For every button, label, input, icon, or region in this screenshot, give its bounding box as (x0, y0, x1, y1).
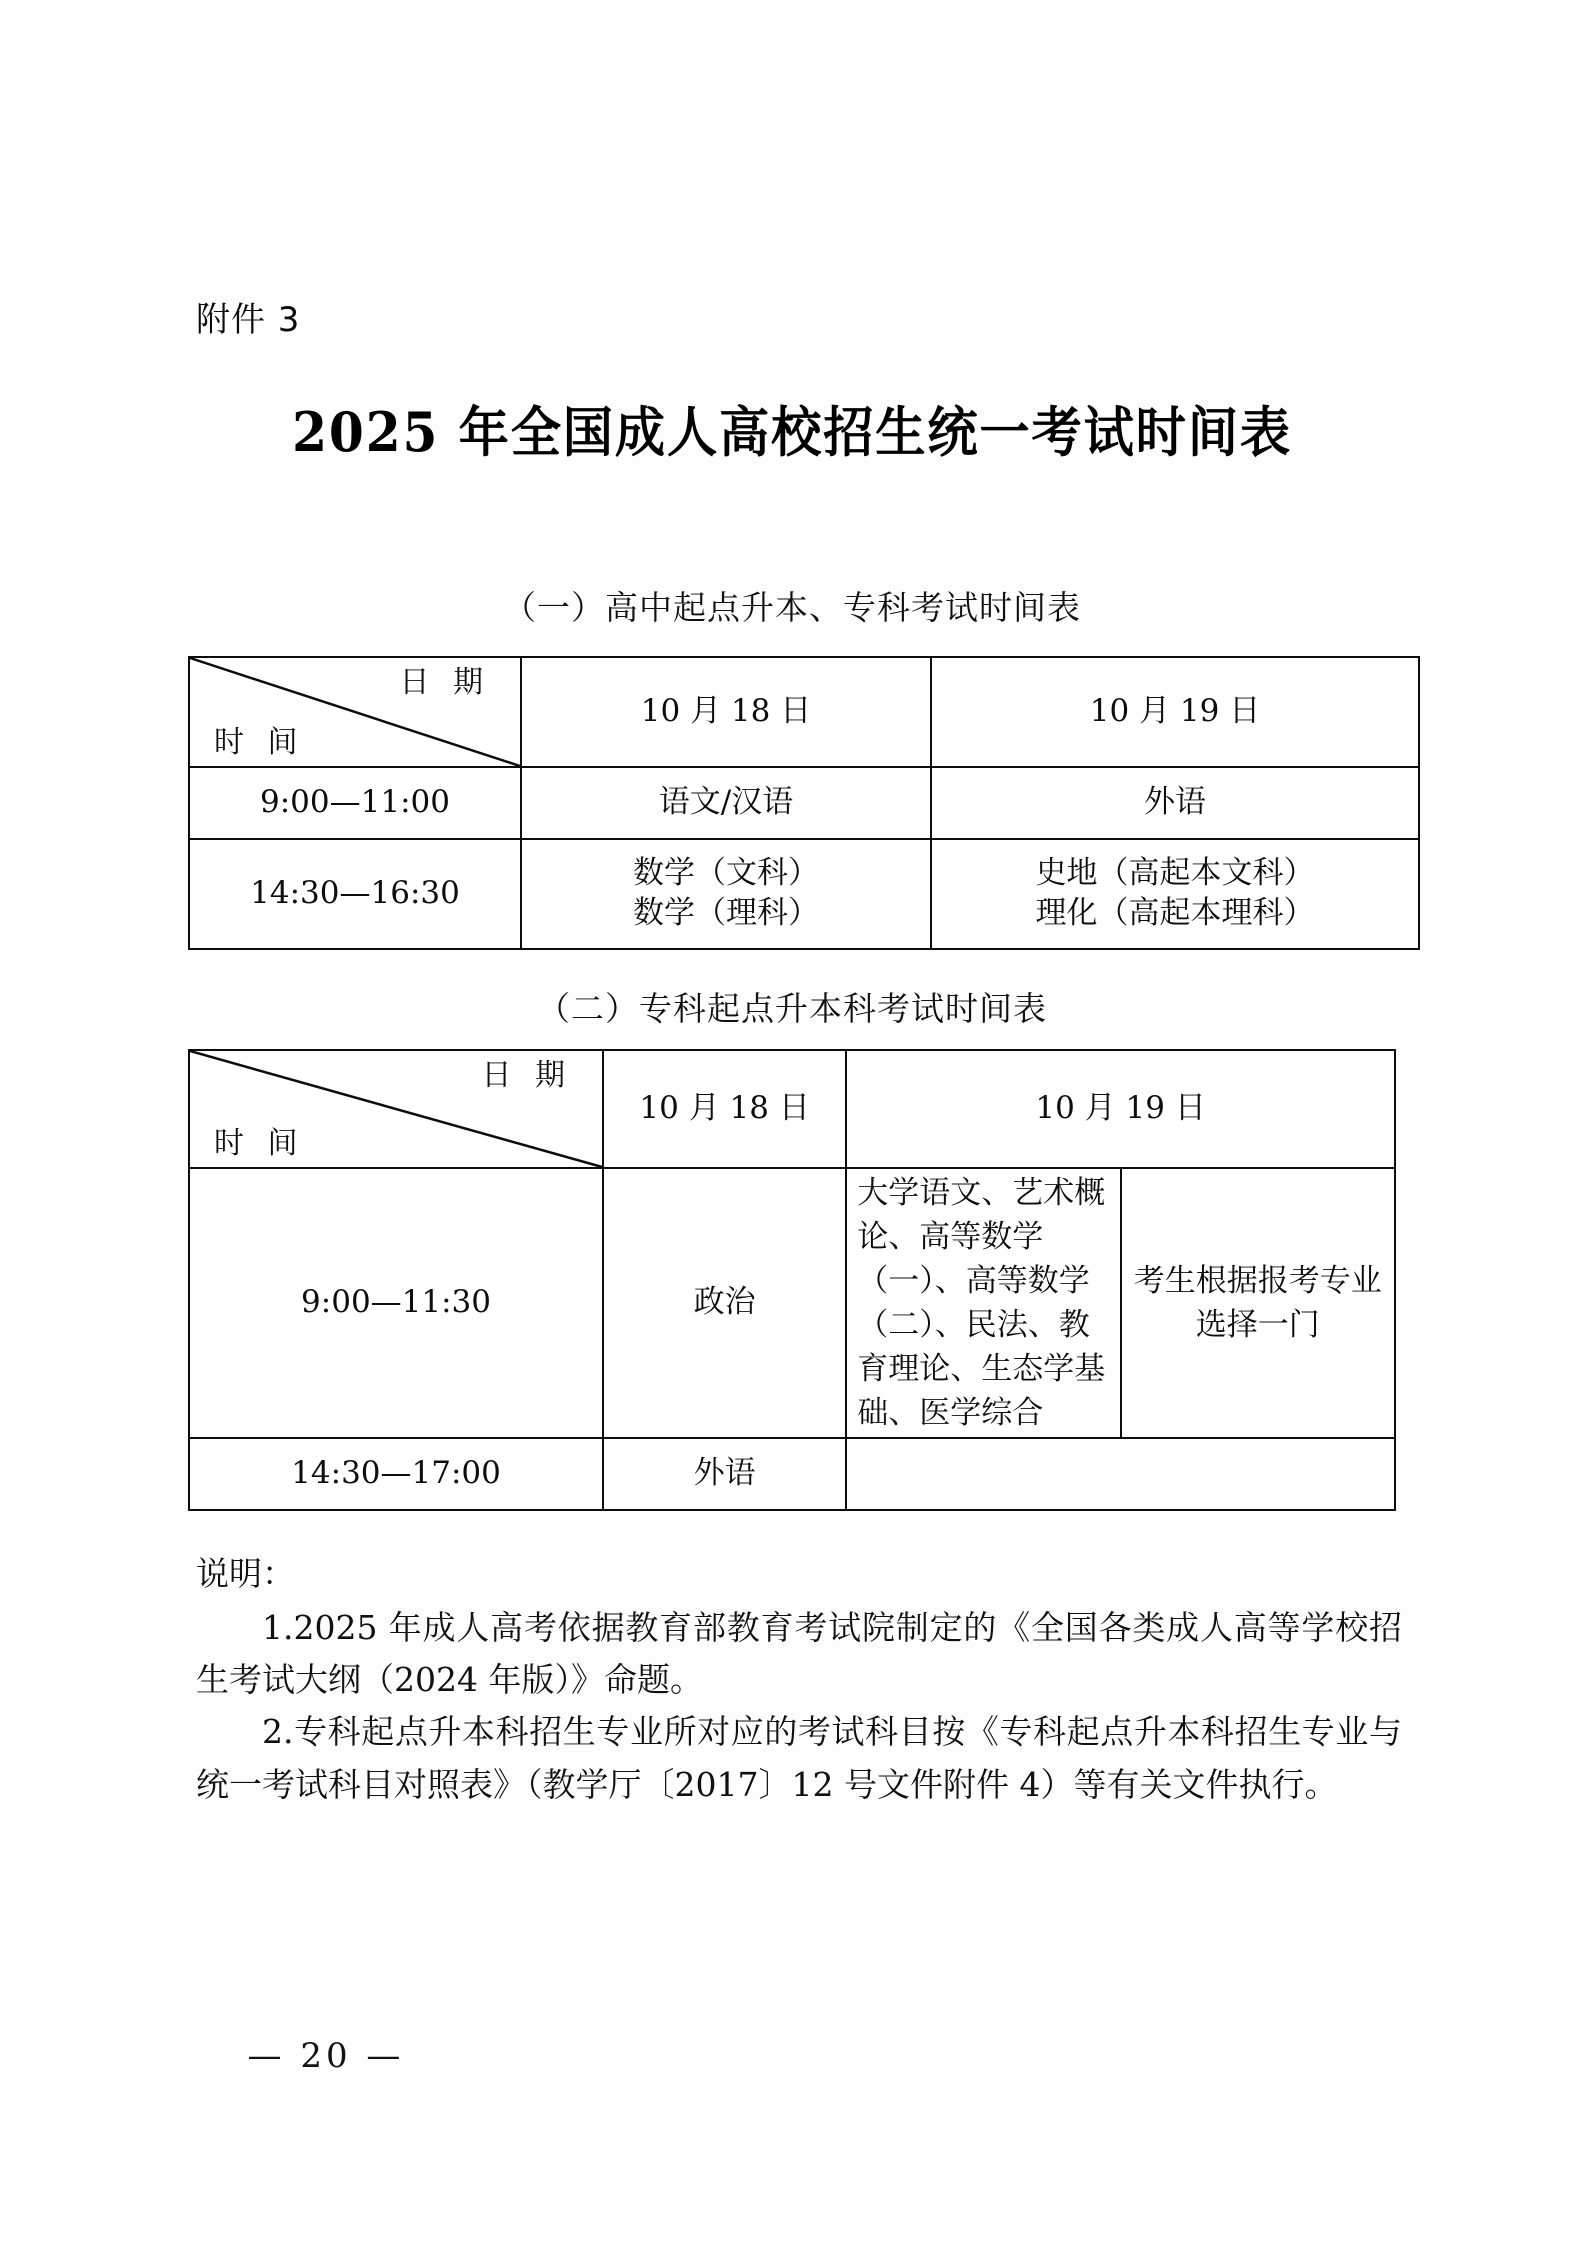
cell-oct19-subjects (846, 1168, 1120, 1438)
column-header-oct18: 10 月 18 日 (603, 1050, 846, 1168)
table-row (189, 767, 1419, 839)
section-heading-two: （二）专科起点升本科考试时间表 (537, 989, 1047, 1028)
subject-list-text: 大学语文、艺术概论、高等数学（一）、高等数学（二）、民法、教育理论、生态学基础、医学综合 (857, 1175, 1106, 1432)
table-row (189, 1438, 1395, 1510)
corner-date-label: 日 期 (481, 1058, 573, 1093)
cell-oct18-morning: 语文/汉语 (521, 767, 931, 839)
cell-line-2: 理化（高起本理科） (1035, 895, 1315, 931)
selection-note-text: 考生根据报考专业选择一门 (1133, 1263, 1382, 1344)
notes-lead-label: 说明： (196, 1554, 295, 1593)
exam-schedule-table-gaoqi (188, 656, 1420, 950)
table-header-row (189, 657, 1419, 767)
note-item-2: 2.专科起点升本科招生专业所对应的考试科目按《专科起点升本科招生专业与统一考试科目对照表》（教学厅〔2017〕12 号文件附件 4）等有关文件执行。 (196, 1712, 1402, 1804)
cell-oct19-afternoon (931, 839, 1419, 949)
cell-oct19-afternoon-empty (846, 1438, 1395, 1510)
exam-schedule-table-zhuanqi (188, 1049, 1396, 1511)
cell-time-morning: 9:00—11:00 (189, 767, 521, 839)
cell-oct19-morning: 外语 (931, 767, 1419, 839)
notes-section (196, 1548, 1402, 1811)
cell-time-morning: 9:00—11:30 (189, 1168, 603, 1438)
page-number-footer: — 20 — (247, 2036, 405, 2076)
cell-line-1: 史地（高起本文科） (1035, 855, 1315, 892)
table-row (189, 1168, 1395, 1438)
section-heading-one: （一）高中起点升本、专科考试时间表 (503, 588, 1081, 627)
cell-oct18-morning: 政治 (603, 1168, 846, 1438)
table-header-row (189, 1050, 1395, 1168)
table-row (189, 839, 1419, 949)
corner-date-label: 日 期 (399, 665, 490, 700)
header-corner-cell (189, 657, 521, 767)
attachment-label: 附件 3 (196, 300, 301, 340)
cell-line-1: 数学（文科） (633, 855, 819, 892)
column-header-oct19: 10 月 19 日 (846, 1050, 1395, 1168)
column-header-oct18: 10 月 18 日 (521, 657, 931, 767)
cell-time-afternoon: 14:30—17:00 (189, 1438, 603, 1510)
note-item-1: 1.2025 年成人高考依据教育部教育考试院制定的《全国各类成人高等学校招生考试大纲（2024 年版）》命题。 (196, 1608, 1402, 1700)
cell-line-2: 数学（理科） (633, 895, 819, 931)
cell-time-afternoon: 14:30—16:30 (189, 839, 521, 949)
page-title: 2025 年全国成人高校招生统一考试时间表 (292, 400, 1292, 464)
corner-time-label: 时 间 (214, 1125, 305, 1161)
header-corner-cell (189, 1050, 603, 1168)
cell-oct18-afternoon: 外语 (603, 1438, 846, 1510)
cell-oct19-selection-note (1121, 1168, 1395, 1438)
cell-oct18-afternoon (521, 839, 931, 949)
column-header-oct19: 10 月 19 日 (931, 657, 1419, 767)
corner-time-label: 时 间 (214, 724, 305, 760)
